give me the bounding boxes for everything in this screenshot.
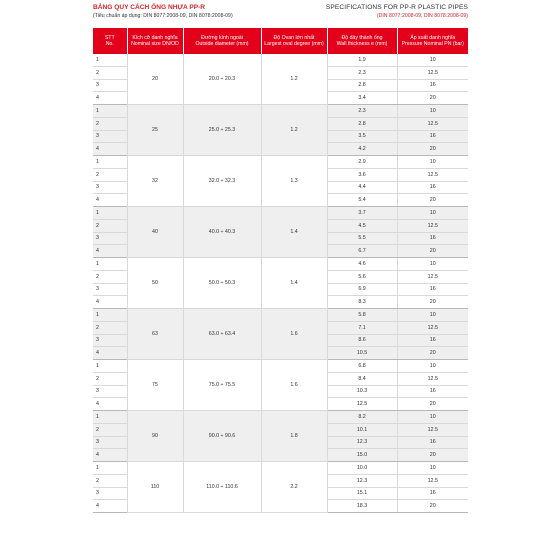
cell-pressure: 16 — [397, 487, 468, 500]
table-row — [93, 207, 468, 220]
cell-no: 3 — [93, 385, 127, 398]
cell-no: 3 — [93, 232, 127, 245]
cell-wall-thickness: 10.3 — [327, 385, 397, 398]
cell-pressure: 12.5 — [397, 219, 468, 232]
cell-no: 2 — [93, 219, 127, 232]
cell-no: 4 — [93, 143, 127, 156]
page-header — [93, 0, 468, 28]
cell-pressure: 20 — [397, 194, 468, 207]
cell-pressure: 20 — [397, 398, 468, 411]
cell-no: 3 — [93, 487, 127, 500]
cell-no: 1 — [93, 156, 127, 169]
cell-no: 2 — [93, 474, 127, 487]
spec-page — [93, 0, 468, 550]
cell-outside-diameter: 25.0 ÷ 25.3 — [183, 105, 261, 156]
cell-oval-degree: 1.3 — [261, 156, 327, 207]
col-header-nominal-size: Kích cỡ danh nghĩa Nominal size DN/OD — [127, 28, 183, 54]
cell-wall-thickness: 7.1 — [327, 321, 397, 334]
cell-pressure: 12.5 — [397, 168, 468, 181]
col-header-pressure: Áp suất danh nghĩa Pressure Nominal PN (bar) — [397, 28, 468, 54]
cell-pressure: 20 — [397, 296, 468, 309]
cell-pressure: 20 — [397, 347, 468, 360]
table-header-row — [93, 28, 468, 54]
cell-outside-diameter: 20.0 ÷ 20.3 — [183, 54, 261, 105]
cell-no: 3 — [93, 334, 127, 347]
cell-no: 1 — [93, 207, 127, 220]
cell-wall-thickness: 6.7 — [327, 245, 397, 258]
cell-wall-thickness: 10.0 — [327, 462, 397, 475]
cell-pressure: 16 — [397, 334, 468, 347]
cell-no: 1 — [93, 309, 127, 322]
cell-wall-thickness: 5.6 — [327, 270, 397, 283]
cell-no: 4 — [93, 92, 127, 105]
cell-nominal-size: 20 — [127, 54, 183, 105]
cell-no: 4 — [93, 449, 127, 462]
cell-wall-thickness: 10.1 — [327, 423, 397, 436]
col-header-outside-diameter: Đường kính ngoài Outside diameter (mm) — [183, 28, 261, 54]
cell-pressure: 20 — [397, 449, 468, 462]
cell-no: 4 — [93, 245, 127, 258]
cell-wall-thickness: 12.3 — [327, 436, 397, 449]
cell-wall-thickness: 3.7 — [327, 207, 397, 220]
cell-pressure: 12.5 — [397, 423, 468, 436]
cell-no: 2 — [93, 270, 127, 283]
subtitle-vietnamese: (Tiêu chuẩn áp dụng: DIN 8077:2008-09, DIN 8078:2008-09) — [93, 13, 233, 19]
cell-wall-thickness: 4.6 — [327, 258, 397, 271]
cell-pressure: 10 — [397, 258, 468, 271]
cell-pressure: 20 — [397, 500, 468, 513]
cell-outside-diameter: 32.0 ÷ 32.3 — [183, 156, 261, 207]
cell-pressure: 10 — [397, 207, 468, 220]
cell-pressure: 16 — [397, 181, 468, 194]
cell-pressure: 12.5 — [397, 66, 468, 79]
cell-wall-thickness: 1.9 — [327, 54, 397, 66]
cell-outside-diameter: 63.0 ÷ 63.4 — [183, 309, 261, 360]
cell-outside-diameter: 50.0 ÷ 50.3 — [183, 258, 261, 309]
cell-wall-thickness: 2.8 — [327, 117, 397, 130]
cell-pressure: 16 — [397, 79, 468, 92]
col-header-no: STT No. — [93, 28, 127, 54]
cell-wall-thickness: 8.2 — [327, 411, 397, 424]
cell-no: 1 — [93, 360, 127, 373]
cell-wall-thickness: 5.4 — [327, 194, 397, 207]
cell-no: 1 — [93, 105, 127, 118]
table-row — [93, 258, 468, 271]
cell-wall-thickness: 8.3 — [327, 296, 397, 309]
cell-no: 2 — [93, 372, 127, 385]
cell-no: 3 — [93, 181, 127, 194]
cell-nominal-size: 63 — [127, 309, 183, 360]
cell-pressure: 12.5 — [397, 117, 468, 130]
cell-pressure: 16 — [397, 436, 468, 449]
cell-no: 1 — [93, 258, 127, 271]
cell-no: 3 — [93, 130, 127, 143]
cell-outside-diameter: 40.0 ÷ 40.3 — [183, 207, 261, 258]
cell-pressure: 16 — [397, 232, 468, 245]
cell-wall-thickness: 3.4 — [327, 92, 397, 105]
col-header-wall-thickness: Độ dày thành ống Wall thickness e (mm) — [327, 28, 397, 54]
title-english: SPECIFICATIONS FOR PP-R PLASTIC PIPES — [325, 4, 468, 11]
cell-oval-degree: 1.4 — [261, 207, 327, 258]
cell-pressure: 20 — [397, 245, 468, 258]
table-row — [93, 105, 468, 118]
cell-wall-thickness: 4.4 — [327, 181, 397, 194]
subtitle-english: (DIN 8077:2008-09, DIN 8078:2008-09) — [376, 13, 468, 19]
table-row — [93, 360, 468, 373]
cell-pressure: 12.5 — [397, 474, 468, 487]
cell-wall-thickness: 2.3 — [327, 105, 397, 118]
cell-oval-degree: 1.8 — [261, 411, 327, 462]
cell-pressure: 16 — [397, 385, 468, 398]
cell-wall-thickness: 6.8 — [327, 360, 397, 373]
cell-wall-thickness: 8.6 — [327, 334, 397, 347]
cell-pressure: 16 — [397, 283, 468, 296]
cell-no: 2 — [93, 321, 127, 334]
cell-wall-thickness: 15.0 — [327, 449, 397, 462]
cell-no: 3 — [93, 436, 127, 449]
cell-no: 2 — [93, 117, 127, 130]
cell-nominal-size: 25 — [127, 105, 183, 156]
cell-nominal-size: 110 — [127, 462, 183, 513]
cell-no: 2 — [93, 168, 127, 181]
cell-wall-thickness: 10.5 — [327, 347, 397, 360]
table-row — [93, 156, 468, 169]
cell-oval-degree: 1.4 — [261, 258, 327, 309]
cell-no: 4 — [93, 347, 127, 360]
cell-oval-degree: 1.6 — [261, 360, 327, 411]
cell-nominal-size: 32 — [127, 156, 183, 207]
cell-pressure: 12.5 — [397, 270, 468, 283]
cell-wall-thickness: 2.8 — [327, 79, 397, 92]
cell-pressure: 10 — [397, 54, 468, 66]
cell-oval-degree: 1.2 — [261, 105, 327, 156]
cell-no: 1 — [93, 462, 127, 475]
cell-oval-degree: 1.2 — [261, 54, 327, 105]
cell-wall-thickness: 8.4 — [327, 372, 397, 385]
cell-no: 4 — [93, 500, 127, 513]
cell-nominal-size: 90 — [127, 411, 183, 462]
table-body — [93, 54, 468, 513]
cell-pressure: 12.5 — [397, 321, 468, 334]
cell-no: 3 — [93, 79, 127, 92]
cell-wall-thickness: 12.5 — [327, 398, 397, 411]
cell-wall-thickness: 2.9 — [327, 156, 397, 169]
cell-pressure: 10 — [397, 462, 468, 475]
cell-no: 4 — [93, 296, 127, 309]
cell-outside-diameter: 90.0 ÷ 90.6 — [183, 411, 261, 462]
cell-pressure: 10 — [397, 105, 468, 118]
cell-oval-degree: 2.2 — [261, 462, 327, 513]
cell-no: 3 — [93, 283, 127, 296]
table-row — [93, 462, 468, 475]
spec-table — [93, 28, 468, 513]
table-row — [93, 411, 468, 424]
cell-no: 1 — [93, 411, 127, 424]
cell-wall-thickness: 5.8 — [327, 309, 397, 322]
cell-wall-thickness: 15.1 — [327, 487, 397, 500]
cell-no: 4 — [93, 194, 127, 207]
cell-wall-thickness: 2.3 — [327, 66, 397, 79]
cell-nominal-size: 75 — [127, 360, 183, 411]
cell-wall-thickness: 5.5 — [327, 232, 397, 245]
title-vietnamese: BẢNG QUY CÁCH ỐNG NHỰA PP-R — [93, 4, 206, 11]
cell-wall-thickness: 3.5 — [327, 130, 397, 143]
cell-wall-thickness: 18.3 — [327, 500, 397, 513]
cell-no: 4 — [93, 398, 127, 411]
cell-pressure: 10 — [397, 360, 468, 373]
table-row — [93, 54, 468, 66]
cell-no: 1 — [93, 54, 127, 66]
cell-wall-thickness: 4.5 — [327, 219, 397, 232]
cell-pressure: 20 — [397, 143, 468, 156]
cell-no: 2 — [93, 66, 127, 79]
cell-nominal-size: 50 — [127, 258, 183, 309]
cell-no: 2 — [93, 423, 127, 436]
cell-pressure: 10 — [397, 309, 468, 322]
cell-wall-thickness: 6.9 — [327, 283, 397, 296]
cell-pressure: 20 — [397, 92, 468, 105]
col-header-oval-degree: Độ Ovan lớn nhất Largest oval degree (mm) — [261, 28, 327, 54]
table-row — [93, 309, 468, 322]
cell-pressure: 12.5 — [397, 372, 468, 385]
cell-pressure: 16 — [397, 130, 468, 143]
cell-wall-thickness: 12.3 — [327, 474, 397, 487]
cell-pressure: 10 — [397, 411, 468, 424]
cell-nominal-size: 40 — [127, 207, 183, 258]
cell-pressure: 10 — [397, 156, 468, 169]
cell-outside-diameter: 75.0 ÷ 75.5 — [183, 360, 261, 411]
cell-wall-thickness: 3.6 — [327, 168, 397, 181]
cell-wall-thickness: 4.2 — [327, 143, 397, 156]
cell-outside-diameter: 110.0 ÷ 110.6 — [183, 462, 261, 513]
cell-oval-degree: 1.6 — [261, 309, 327, 360]
